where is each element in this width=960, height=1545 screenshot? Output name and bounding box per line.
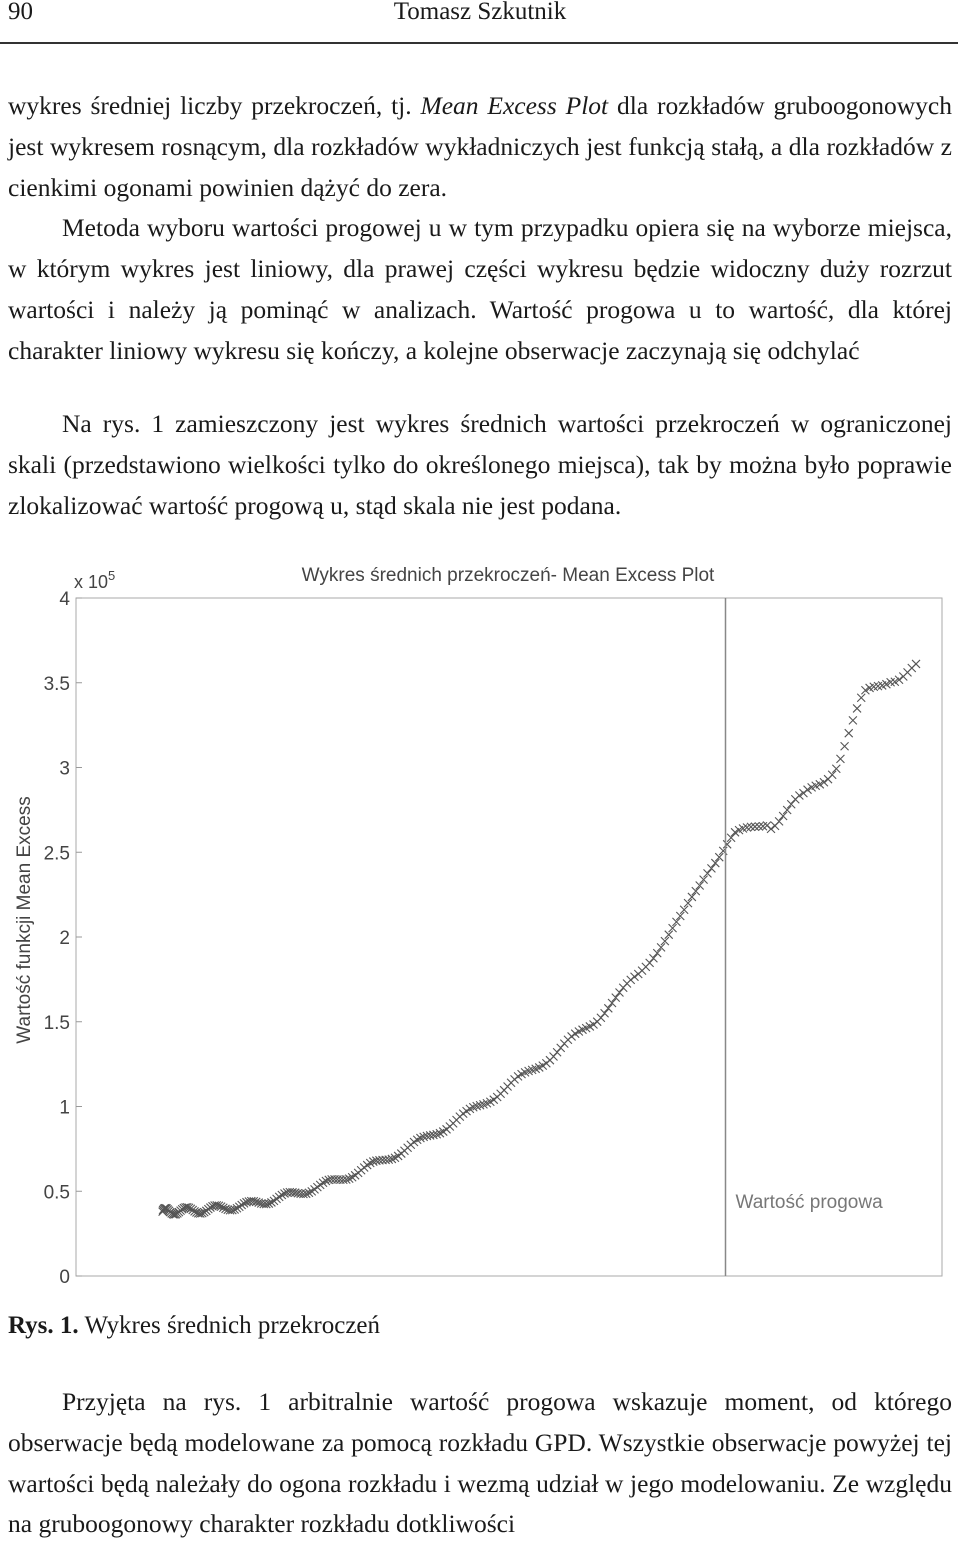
running-head-author: Tomasz Szkutnik (393, 0, 567, 25)
paragraph-1-text-c: Metoda wyboru wartości progowej u w tym przypadku opiera się na wyborze miejsca, w którym wykres jest liniowy, dla prawej części wykresu będzie widoczny duży rozrzut wartości i należy ją pominąć w analizach. Wartość progowa u to wartość, dla której charakter liniowy wykresu się kończy, a kolejne obserwacje zaczynają się odchylać (8, 213, 952, 365)
paragraph-1-text-b: dla rozkładów gruboogonowych jest wykresem rosnącym, dla rozkładów wykładniczych jest funkcją stałą, a dla rozkładów z cienkimi ogonami powinien dążyć do zera. (8, 91, 952, 202)
page-header (0, 0, 960, 44)
y-multiplier (74, 568, 115, 592)
data-point-marker (707, 864, 715, 872)
data-point-marker (649, 954, 657, 962)
data-points (159, 660, 920, 1219)
caption-label: Rys. 1. (8, 1312, 79, 1339)
data-point-marker (779, 812, 787, 820)
data-point-marker (711, 859, 719, 867)
paragraph-2-text: Na rys. 1 zamieszczony jest wykres średnich wartości przekroczeń w ograniczonej skali (przedstawiono wielkości tylko do określonego miejsca), tak by można było poprawie zlokalizować wartość progową u, stąd skala nie jest podana. (8, 409, 952, 520)
data-point-marker (590, 1020, 598, 1028)
data-point-marker (861, 686, 869, 694)
y-tick-label: 3 (59, 758, 70, 780)
y-tick-label: 1 (59, 1097, 70, 1119)
data-point-marker (912, 660, 920, 668)
data-point-marker (568, 1032, 576, 1040)
y-tick-label: 2.5 (43, 843, 70, 865)
data-point-marker (601, 1009, 609, 1017)
data-point-marker (836, 755, 844, 763)
data-point-marker (751, 823, 759, 831)
data-point-marker (653, 949, 661, 957)
data-point-marker (828, 771, 836, 779)
data-point-marker (612, 994, 620, 1002)
data-point-marker (832, 765, 840, 773)
caption-text: Wykres średnich przekroczeń (78, 1312, 381, 1339)
data-point-marker (280, 1189, 288, 1197)
data-point-marker (849, 716, 857, 724)
data-point-marker (630, 973, 638, 981)
y-tick-label: 3.5 (43, 673, 70, 695)
data-point-marker (804, 786, 812, 794)
data-point-marker (755, 823, 763, 831)
figure-caption (8, 1312, 380, 1340)
header-rule (0, 42, 958, 44)
y-multiplier-text: x 10 (74, 572, 109, 592)
data-point-marker (322, 1177, 330, 1185)
paragraph-3-text: Przyjęta na rys. 1 arbitralnie wartość progowa wskazuje moment, od którego obserwacje będą modelowane za pomocą rozkładu GPD. Wszystkie obserwacje powyżej tej wartości będą należały do ogona rozkładu i wezmą udział w jego modelowaniu. Ze względu na gruboogonowy charakter rozkładu dotkliwości (8, 1387, 952, 1539)
data-point-marker (692, 887, 700, 895)
y-tick-label: 1.5 (43, 1012, 70, 1034)
data-point-marker (608, 999, 616, 1007)
data-point-marker (857, 694, 865, 702)
data-point-marker (604, 1004, 612, 1012)
data-point-marker (615, 989, 623, 997)
paragraph-1-text-a: wykres średniej liczby przekroczeń, tj. (8, 91, 421, 120)
data-point-marker (238, 1201, 246, 1209)
y-axis-label: Wartość funkcji Mean Excess (14, 796, 35, 1044)
data-point-marker (787, 800, 795, 808)
data-point-marker (775, 817, 783, 825)
data-point-marker (795, 791, 803, 799)
data-point-marker (366, 1159, 374, 1167)
data-point-marker (841, 742, 849, 750)
y-tick-label: 0.5 (43, 1182, 70, 1204)
page-number: 90 (8, 0, 33, 25)
plot-area (76, 598, 942, 1276)
paragraph-1-emphasis: Mean Excess Plot (420, 91, 609, 120)
paragraph-1 (8, 86, 952, 372)
data-point-marker (853, 704, 861, 712)
data-point-marker (783, 806, 791, 814)
y-multiplier-exponent: 5 (108, 568, 116, 583)
data-point-marker (696, 881, 704, 889)
threshold-label: Wartość progowa (735, 1192, 883, 1214)
paragraph-2 (8, 404, 952, 526)
y-tick-label: 0 (59, 1267, 70, 1288)
y-tick-label: 4 (59, 589, 70, 610)
data-point-marker (553, 1048, 561, 1056)
data-point-marker (597, 1014, 605, 1022)
mean-excess-chart (0, 550, 960, 1310)
figure-mean-excess-plot (0, 550, 960, 1310)
y-tick-label: 2 (59, 928, 70, 949)
paragraph-3 (8, 1382, 952, 1545)
data-point-marker (767, 825, 775, 833)
chart-title: Wykres średnich przekroczeń- Mean Excess Plot (301, 565, 715, 586)
data-point-marker (845, 729, 853, 737)
